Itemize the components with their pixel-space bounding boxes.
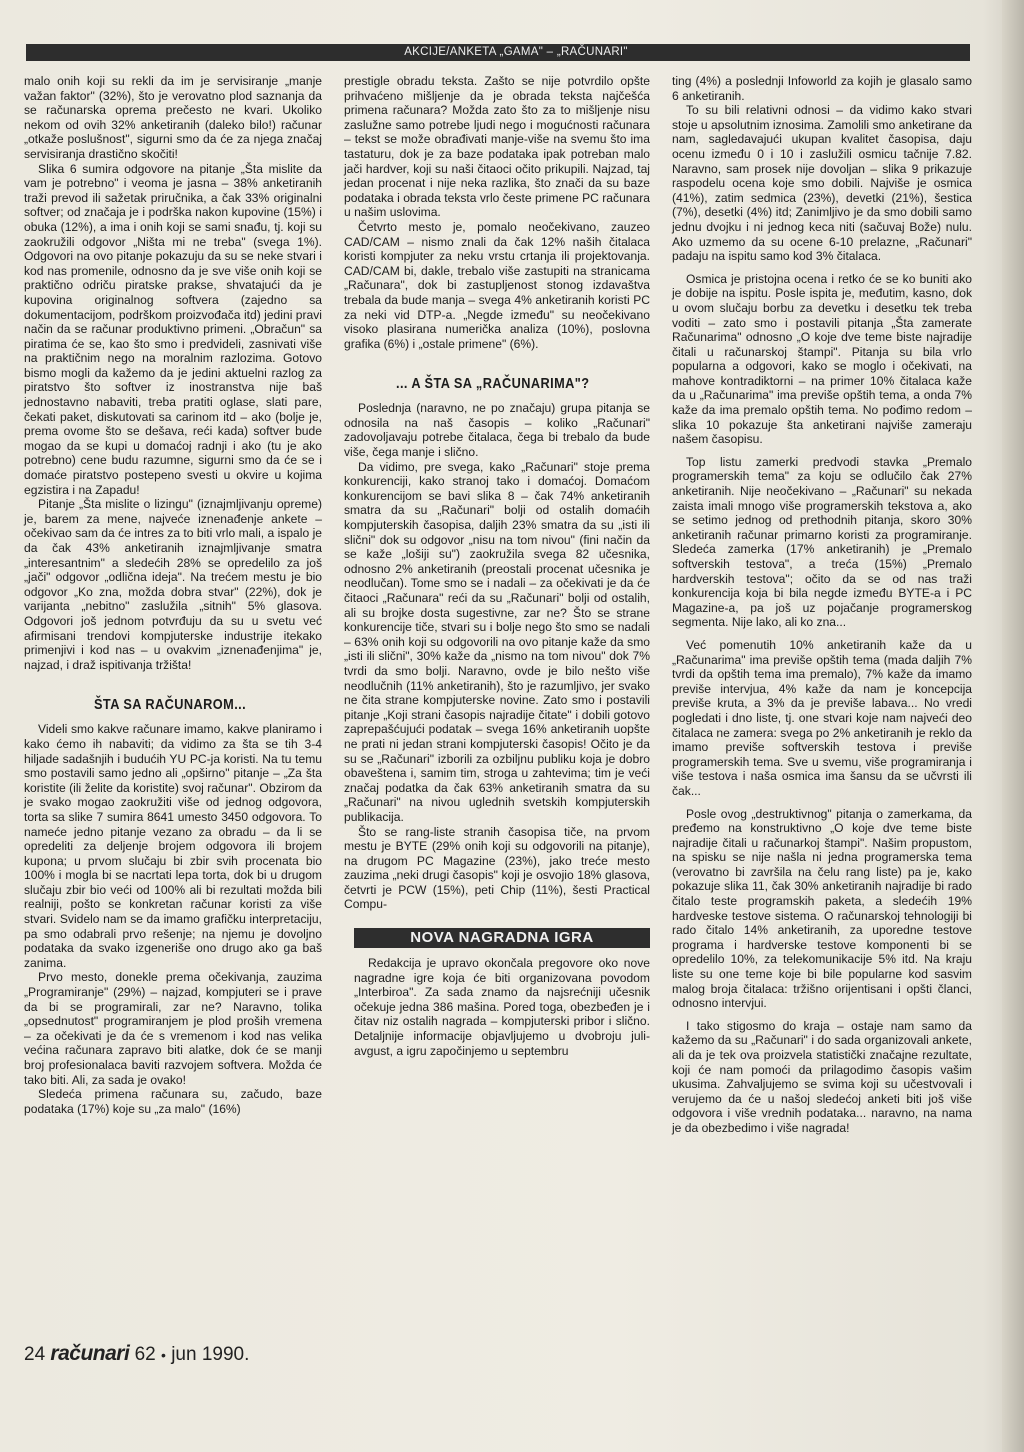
paragraph: Da vidimo, pre svega, kako „Računari" stoje prema konkurenciji, kako stranoj tako i domaćoj. Domaćom konkurencijom se bavi slika 8 – čak 74% anketiranih smatra da su „Računari" bolji od ostalih domaćih kompjuterskih časopisa, daljih 23% smatra da su „isti ili slični" dok su odgovor „nisu na tom nivou" (fini način da se kaže „lošiji su") zaokružila svega 82 učesnika, odnosno 2% anketiranih (preostali procenat učesnika je neodlučan). Tome smo se i nadali – za očekivati je da će čitaoci „Računara" reći da su „Računari" bolji od ostalih, ali su brojke dosta sugestivne, zar ne? Što se strane konkurencije tiče, stvari su i bolje nego što smo se nadali – 63% onih koji su odgovorili na ovo pitanje kaže da smo „isti ili slični", 30% kaže da „nismo na tom nivou" dok 7% tvrdi da smo bolji. Naravno, ovde je bilo nešto više neodlučnih (11% anketiranih), što je razumljivo, jer svako ne čita strane kompjuterske novine. Zato smo i postavili pitanje „Koji strani časopis najradije čitate" i dobili gotovo zaprepašćujući podatak – svega 16% anketiranih uopšte ne prati ni jedan strani kompjuterski časopis! Očito je da su se „Računari" izborili za ozbiljnu publiku koja je dobro obaveštena i, samim tim, stroga u zahtevima; tim je veći značaj podatka da čak 63% anketiranih smatra da su „Računari" na nivou uglednih svetskih kompjuterskih publikacija. bbox=[344, 459, 650, 824]
paragraph: Pitanje „Šta mislite o lizingu" (iznajmljivanju opreme) je, barem za mene, najveće iznenađenje ankete – očekivao sam da će intres za to biti vrlo mali, a ispalo je da čak 43% anketiranih iznajmljivanje smatra „interesantnim" a sledećih 28% se opredelilo za još „jači" odgovor „odlična ideja". Na trećem mestu je bio odgovor „Ko zna, možda dobra stvar" (22%), dok je varijanta „nebitno" zaslužila „sitnih" 5% glasova. Odgovori još jednom potvrđuju da su u svetu već afirmisani trendovi kompjuterske industrije itekako primenjivi i kod nas – u ovakvim „iznenađenjima" je, najzad, i draž ispitivanja tržišta! bbox=[24, 497, 322, 672]
paragraph: prestigle obradu teksta. Zašto se nije potvrdilo opšte prihvaćeno mišljenje da je obrada teksta najčešća primena računara? Možda zato što za to mišljenje nisu zaslužne samo potrebe ljudi nego i mogućnosti računara – tekst se može obrađivati manje-više na svemu što ima tastaturu, dok je za baze podataka ipak potreban malo jači hardver, koji su naši čitaoci očito prikupili. Najzad, taj jedan procenat i nije neka razlika, što znači da su baze podataka i obrada teksta vrlo česte primene PC računara u našim uslovima. bbox=[344, 74, 650, 220]
prize-game-box bbox=[344, 928, 650, 1058]
column-2 bbox=[344, 74, 650, 1058]
section-header-title: AKCIJE/ANKETA „GAMA" – „RAČUNARI" bbox=[366, 44, 666, 61]
paragraph: Slika 6 sumira odgovore na pitanje „Šta mislite da vam je potrebno" i veoma je jasna – 38% anketiranih traži prevod ili sažetak priručnika, a čak 33% originalni softver; od značaja je i podrška nakon kupovine (15%) i obuka (12%), a ima i onih koji se sami snađu, tj. koji su zaokružili odgovor „Ništa mi ne treba" (svega 1%). Odgovori na ovo pitanje pokazuju da su se neke stvari i kod nas promenile, odnosno da je sve više onih koji se praktično odriču piratske prakse, shvatajući da je kupovina originalnog softvera (zajedno sa dokumentacijom, podrškom proizvođača itd) jedini pravi način da se računar produktivno primeni. „Obračun" sa piratima će se, kao što smo i predvideli, zasnivati više na praktičnim nego na moralnim razlozima. Gotovo bismo mogli da kažemo da je jedini aktuelni razlog za piratstvo što softver iz inostranstva nije baš jednostavno nabaviti, treba pratiti oglase, slati pare, čekati paket, diskutovati sa carinom itd – ako (bolje je, prema ovome što se dešava, reći kada) softver bude mogao da se kupi u domaćoj radnji i ako (tu je ako potrebno) cene budu razumne, sigurni smo da će se i domaće piratstvo postepeno svesti u okvire u kojima egzistira i na Zapadu! bbox=[24, 161, 322, 497]
footer-separator: • bbox=[161, 1347, 166, 1363]
paragraph: Već pomenutih 10% anketiranih kaže da u „Računarima" ima previše opštih tema (mada daljih 7% tvrdi da opštih tema ima premalo), 7% kaže da imamo previše intervjua, 4% kaže da nam je koncepcija previše kruta, a 3% da je previše labava... No vredi pogledati i dno liste, tj. one stvari koje nam najveći deo čitalaca ne zamera: svega po 2% anketiranih je reklo da imamo previše softverskih testova i previše programerskih tema. Sve u svemu, više programiranja i više testova i naša osmica ima šansu da se učvrsti ili čak... bbox=[672, 637, 972, 798]
paragraph: I tako stigosmo do kraja – ostaje nam samo da kažemo da su „Računari" i do sada organizovali ankete, ali da je tek ova proizvela statistički značajne rezultate, koji će nam pomoći da prilagodimo časopis vašim ukusima. Zahvaljujemo se svima koji su učestvovali i verujemo da će u našoj sledećoj anketi biti još više odgovora i više vrednih podataka... naravno, na nama je da obezbedimo i više nagrada! bbox=[672, 1018, 972, 1135]
paragraph: Sledeća primena računara su, začudo, baze podataka (17%) koje su „za malo" (16%) bbox=[24, 1087, 322, 1116]
paragraph: Top listu zamerki predvodi stavka „Premalo programerskih tema" za koju se odlučilo čak 27% anketiranih. Nije neočekivano – „Računari" su nekada zaista imali mnogo više programerskih tekstova a, ako se setimo jednog od prethodnih pitanja, skoro 30% anketiranih računar primarno koristi za programiranje. Sledeća zamerka (17% anketiranih) je „Premalo softverskih testova", a treća (15%) „Premalo hardverskih testova"; očito da se od nas traži konkurencija koja bi bila negde između BYTE-a i PC Magazine-a, pa još uz pojačanje programerskog segmenta. Nije lako, ali ko zna... bbox=[672, 454, 972, 630]
section-header-bar bbox=[26, 44, 970, 61]
paragraph: Što se rang-liste stranih časopisa tiče, na prvom mestu je BYTE (29% onih koji su odgovorili na pitanje), na drugom PC Magazine (23%), jako treće mesto zauzima „neki drugi časopis" koji je osvojio 18% glasova, četvrti je PCW (15%), peti Chip (11%), šesti Practical Compu- bbox=[344, 824, 650, 912]
issue-date: jun 1990. bbox=[171, 1344, 250, 1365]
paragraph: Poslednja (naravno, ne po značaju) grupa pitanja se odnosila na naš časopis – koliko „Računari" zadovoljavaju potrebe čitalaca, čega bi trebalo da bude više, čega manje i slično. bbox=[344, 401, 650, 460]
prize-game-text: Redakcija je upravo okončala pregovore oko nove nagradne igre koja će biti organizovana povodom „Interbiroa". Za sada znamo da najsrećniji učesnik očekuje jedna 386 mašina. Pored toga, obezbeđen je i čitav niz ostalih nagrada – kompjuterski pribor i slično. Detaljnije informacije objavljujemo u dvobroju juli-avgust, a igru započinjemo u septembru bbox=[354, 956, 650, 1058]
paragraph: To su bili relativni odnosi – da vidimo kako stvari stoje u apsolutnim iznosima. Zamolili smo anketirane da nam, sagledavajući ukupan kvalitet časopisa, daju ocenu između 0 i 10 i zaslužili osmicu tačnije 7.82. Naravno, sam prosek nije dovoljan – slika 9 prikazuje raspodelu ocena koje smo dobili. Najviše je osmica (41%), zatim sedmica (23%), devetki (21%), šestica (7%), desetki (4%) itd; Zanimljivo je da smo dobili samo jednu dvojku i ni jednog keca niti (sačuvaj Bože) nulu. Ako uzmemo da su ocene 6-10 prelazne, „Računari" padaju na ispitu samo kod 3% čitalaca. bbox=[672, 103, 972, 264]
paragraph: Osmica je pristojna ocena i retko će se ko buniti ako je dobije na ispitu. Posle ispita je, međutim, kasno, dok u ovom slučaju borbu za devetku i desetku tek treba voditi – zato smo i postavili pitanja „Šta zamerate Računarima" odnosno „O koje dve teme biste najradije čitali u računarskoj štampi". Pitanja su bila vrlo popularna a odgovori, kako se moglo i očekivati, na mahove kontradiktorni – na primer 10% čitalaca kaže da u „Računarima" ima previše opštih tema, a onda 7% kaže da ima premalo opštih tema. No pođimo redom – slika 10 pokazuje šta anketirani najviše zameraju našem časopisu. bbox=[672, 271, 972, 447]
paragraph: malo onih koji su rekli da im je servisiranje „manje važan faktor" (32%), što je verovatno plod saznanja da se računarska oprema prečesto ne kvari. Ukoliko nekom od ovih 32% anketiranih (daleko bilo!) računar „otkaže poslušnost", sigurni smo da će za njega značaj servisiranja drastično skočiti! bbox=[24, 74, 322, 161]
column-1 bbox=[24, 74, 322, 1116]
magazine-logo: računari bbox=[50, 1342, 130, 1365]
column-3 bbox=[672, 74, 972, 1136]
paragraph: Posle ovog „destruktivnog" pitanja o zamerkama, da pređemo na konstruktivno „O koje dve teme biste najradije čitali u računarkoj štampi". Našim propustom, na spisku se nije našla ni jedna programerska tema (verovatno bi završila na čelu rang liste) pa je, kako pokazuje slika 11, čak 30% anketiranih najradije bi rado čitalo teste programskih paketa, a sledećih 19% hardveske testove sistema. O računarskoj tehnologiji bi rado čitalo 14% anketiranih, za uporedne testove programa i hardverske testove komponenti bi se opredelilo 10%, za telekomunikacije 5% itd. Na kraju liste su one teme koje bi bile popularne kod sasvim malog broja čitalaca: tržišno orijentisani i opšti članci, odnosno intervjui. bbox=[672, 806, 972, 1011]
prize-game-title: NOVA NAGRADNA IGRA bbox=[354, 928, 650, 948]
issue-number: 62 bbox=[134, 1344, 156, 1365]
page-edge bbox=[1002, 0, 1024, 1452]
paragraph: Videli smo kakve računare imamo, kakve planiramo i kako ćemo ih nabaviti; da vidimo za šta se tih 3-4 hiljade sadašnjih i budućih YU PC-ja koristi. Na tu temu smo postavili samo jedno ali „opširno" pitanje – „Za šta koristite (ili želite da koristite) svoj računar". Obzirom da je svako mogao zaokružiti više od jednog odgovora, torta sa slike 7 sumira 8641 umesto 3450 odgovora. To nameće jedno pitanje vezano za obradu – da li se opredeliti za deljenje brojem odgovora ili brojem kupona; u prvom slučaju bi zbir svih procenata bio 100% i mogla bi se nacrtati lepa torta, dok bi u drugom slučaju zbir bio veći od 100% ali bi rezultati možda bili realniji, pošto se konkretan računar koristi za više stvari. Svidelo nam se da imamo grafičku interpretaciju, pa smo odabrali prvo rešenje; na njemu je dovoljno podataka da svako izgeneriše ono drugo ako ga baš zanima. bbox=[24, 722, 322, 970]
paragraph: Četvrto mesto je, pomalo neočekivano, zauzeo CAD/CAM – nismo znali da čak 12% naših čitalaca koristi kompjuter za neku vrstu crtanja ili projektovanja. CAD/CAM bi, dakle, trebalo više zastupiti na stranicama „Računara", dok bi zastupljenost stonog izdavaštva trebala da bude manja – svega 4% anketiranih koristi PC za neki vid DTP-a. „Negde između" su neočekivano visoko plasirana numerička analiza (10%), poslovna grafika (6%) i „ostale primene" (6%). bbox=[344, 219, 650, 351]
page-footer bbox=[24, 1342, 324, 1366]
paragraph: ting (4%) a poslednji Infoworld za kojih je glasalo samo 6 anketiranih. bbox=[672, 74, 972, 103]
subheading-sta-sa-racunarom: ŠTA SA RAČUNAROM... bbox=[94, 696, 247, 714]
subheading-a-sta-sa-racunarima: ... A ŠTA SA „RAČUNARIMA"? bbox=[396, 375, 590, 393]
paragraph: Prvo mesto, donekle prema očekivanja, zauzima „Programiranje" (29%) – najzad, kompjuteri se i prave da bi se programirali, zar ne? Naravno, tolika „opsednutost" programiranjem je plod proših vremena – za očekivati je da će s vremenom i kod nas velika većina računara zapravo biti alatke, dok će se manji broj profesionalaca baviti razvojem softvera. Možda će tako biti. Ali, za sada je ovako! bbox=[24, 970, 322, 1087]
page-number: 24 bbox=[24, 1344, 46, 1365]
